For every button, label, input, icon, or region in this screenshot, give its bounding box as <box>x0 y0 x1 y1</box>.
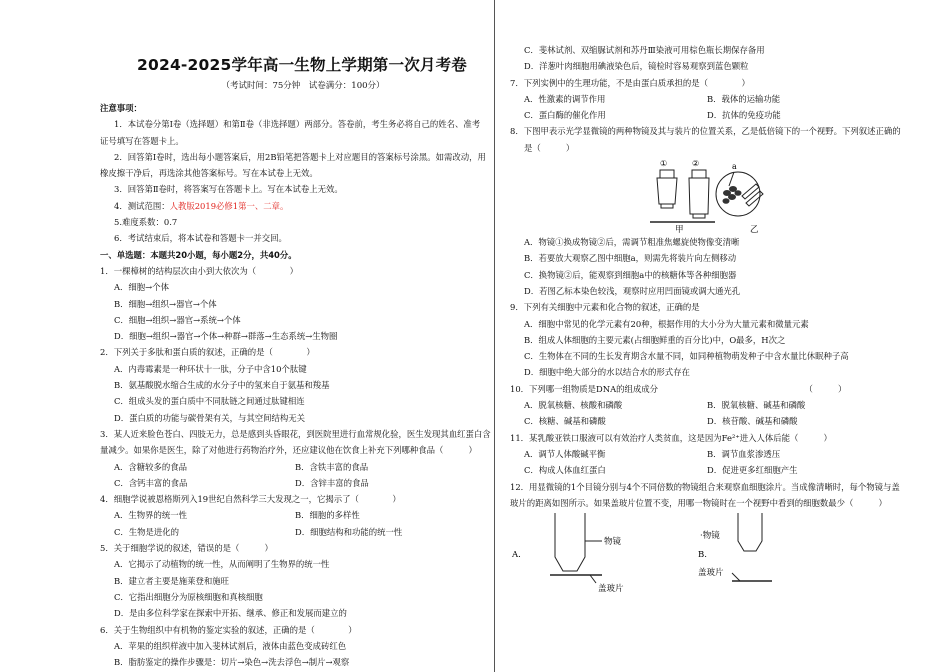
answer-option: B．含铁丰富的食品 <box>295 461 369 472</box>
answer-option: D．抗体的免疫功能 <box>707 110 781 121</box>
notice-line: 6．考试结束后，将本试卷和答题卡一并交回。 <box>114 233 287 244</box>
cover-b-pointer <box>732 573 740 581</box>
notice-line: 证号填写在答题卡上。 <box>100 135 184 146</box>
answer-option: D．细胞中绝大部分的水以结合水的形式存在 <box>524 367 690 378</box>
question-stem: 12．用显微镜的1个目镜分别与4个不同倍数的物镜组合来观察血细胞涂片。当成像清晰时，每个物镜与盖 <box>510 481 900 492</box>
answer-option: C．蛋白酶的催化作用 <box>524 110 606 121</box>
question-stem: 2．下列关于多肽和蛋白质的叙述，正确的是（ ） <box>100 347 315 358</box>
notice-line <box>100 198 476 214</box>
exam-subtitle: （考试时间：75分钟 试卷满分：100分） <box>221 81 385 91</box>
option-b-label: B. <box>698 550 707 561</box>
section-heading: 一、单选题：本题共20小题，每小题2分，共40分。 <box>100 249 297 260</box>
answer-option: D．促进更多红细胞产生 <box>707 465 798 476</box>
question-stem: 1．一棵樟树的结构层次由小到大依次为（ ） <box>100 265 298 276</box>
question-stem: 4．细胞学说被恩格斯列入19世纪自然科学三大发现之一，它揭示了（ ） <box>100 494 401 505</box>
answer-option: D．细胞结构和功能的统一性 <box>295 526 403 537</box>
label-objective-2: ② <box>692 159 700 169</box>
notice-line: 3．回答第Ⅱ卷时，将答案写在答题卡上。写在本试卷上无效。 <box>114 184 343 195</box>
answer-option: B．氨基酸脱水缩合生成的水分子中的氢来自于氨基和羧基 <box>114 380 330 391</box>
option-row <box>510 462 890 478</box>
answer-option: C．斐林试剂、双缩脲试剂和苏丹Ⅲ染液可用棕色瓶长期保存备用 <box>524 45 765 55</box>
answer-option: C．它指出细胞分为原核细胞和真核细胞 <box>114 591 263 602</box>
answer-option: B．脱氧核糖、碱基和磷酸 <box>707 400 806 411</box>
objective-a-body <box>555 513 585 571</box>
objective-distance-figure <box>510 511 890 595</box>
question-stem: 是（ ） <box>524 142 575 153</box>
answer-option: D．是由多位科学家在探索中开拓、继承、修正和发展而建立的 <box>114 608 347 619</box>
answer-option: B．脂肪鉴定的操作步骤是：切片→染色→洗去浮色→制片→观察 <box>114 657 350 668</box>
option-row <box>100 524 476 540</box>
option-row <box>100 475 476 491</box>
answer-option: A．调节人体酸碱平衡 <box>524 448 606 459</box>
cover-glass-a-label: 盖玻片 <box>598 584 624 595</box>
objective-a-label: 物镜 <box>604 537 622 548</box>
option-row <box>510 397 890 413</box>
answer-option: A．细胞中常见的化学元素有20种，根据作用的大小分为大量元素和微量元素 <box>524 318 809 329</box>
answer-option: A．内毒霉素是一种环状十一肽，分子中含10个肽键 <box>114 363 307 374</box>
question-stem: 玻片的距离如图所示。如果盖玻片位置不变，用哪一物镜时在一个视野中看到的细胞数最少（ ） <box>510 497 887 508</box>
cover-a-pointer <box>590 575 596 583</box>
answer-option: B．细胞→组织→器官→个体 <box>114 298 217 309</box>
question-stem: 9．下列有关细胞中元素和化合物的叙述，正确的是 <box>510 302 700 313</box>
question-stem: 6．关于生物组织中有机物的鉴定实验的叙述，正确的是（ ） <box>100 624 357 635</box>
notice-line: 2．回答第Ⅰ卷时，选出每小题答案后，用2B铅笔把答题卡上对应题目的答案标号涂黑。如需改动，用 <box>114 151 486 162</box>
answer-option: B．细胞的多样性 <box>295 510 360 521</box>
answer-option: B．调节血浆渗透压 <box>707 448 781 459</box>
question-stem: 3．某人近来脸色苍白、四肢无力，总是感到头昏眼花，到医院里进行血常规化验，医生发现其血红蛋白含 <box>100 428 491 439</box>
option-row <box>100 507 476 523</box>
question-stem: 5．关于细胞学说的叙述，错误的是（ ） <box>100 543 273 554</box>
notice-line: 橡皮擦干净后，再选涂其他答案标号。写在本试卷上无效。 <box>100 168 318 179</box>
option-row <box>100 459 476 475</box>
answer-option: C．换物镜②后，能观察到细胞a中的核糖体等各种细胞器 <box>524 269 737 280</box>
answer-option: C．组成头发的蛋白质中不同肽链之间通过肽键相连 <box>114 396 305 407</box>
answer-option: B．若要放大观察乙图中细胞a，则需先将装片向左侧移动 <box>524 253 737 264</box>
notice-line: 5.难度系数：0.7 <box>114 217 178 228</box>
answer-option: A．苹果的组织样液中加入斐林试剂后，液体由蓝色变成砖红色 <box>114 640 347 651</box>
answer-option: C．生物体在不同的生长发育期含水量不同，如同种植物萌发种子中含水量比休眠种子高 <box>524 351 849 362</box>
answer-option: A．它揭示了动植物的统一性，从而阐明了生物界的统一性 <box>114 559 330 570</box>
answer-option: C．生物是进化的 <box>114 526 180 537</box>
objective-distance-diagram <box>510 511 890 595</box>
answer-option: C．细胞→组织→器官→系统→个体 <box>114 314 241 325</box>
notice-scope-label: 4．测试范围： <box>114 200 170 211</box>
microscope-diagram <box>510 156 890 234</box>
objective-1-top <box>660 170 674 178</box>
answer-option: D．洋葱叶肉细胞用碘液染色后，镜检时容易观察到蓝色颗粒 <box>524 61 749 72</box>
objective-b-body <box>738 513 762 551</box>
label-figure-jia: 甲 <box>675 225 684 235</box>
answer-option: B．载体的运输功能 <box>707 93 781 104</box>
answer-option: C．含钙丰富的食品 <box>114 477 188 488</box>
objective-2-top <box>692 170 706 178</box>
objective-1-lens <box>661 204 673 208</box>
microscope-figure <box>510 156 890 234</box>
option-row <box>510 91 890 107</box>
question-stem: 10．下列哪一组物质是DNA的组成成分 （ ） <box>510 383 847 394</box>
answer-option: A．生物界的统一性 <box>114 510 188 521</box>
exam-title: 2024-2025学年高一生物上学期第一次月考卷 <box>136 56 467 74</box>
notice-heading: 注意事项： <box>100 103 142 113</box>
notice-line: 1．本试卷分第Ⅰ卷（选择题）和第Ⅱ卷（非选择题）两部分。答卷前，考生务必将自己的姓名、准考 <box>114 119 481 130</box>
answer-option: A．含糖较多的食品 <box>114 461 188 472</box>
answer-option: C．构成人体血红蛋白 <box>524 465 606 476</box>
column-divider <box>494 0 495 672</box>
answer-option: D．若图乙标本染色较浅，观察时应用凹面镜或调大通光孔 <box>524 285 741 296</box>
answer-option: D．蛋白质的功能与碳骨架有关，与其空间结构无关 <box>114 412 305 423</box>
objective-b-label: ·物镜 <box>700 531 720 542</box>
answer-option: D．含锌丰富的食品 <box>295 477 369 488</box>
question-stem: 7．下列实例中的生理功能，不是由蛋白质承担的是（ ） <box>510 77 750 88</box>
cells-cluster <box>723 186 742 204</box>
label-objective-1: ① <box>660 159 668 169</box>
answer-option: A．性激素的调节作用 <box>524 93 606 104</box>
answer-option: D．核苷酸、碱基和磷酸 <box>707 416 798 427</box>
answer-option: B．建立者主要是施莱登和施旺 <box>114 575 230 586</box>
answer-option: A．细胞→个体 <box>114 282 169 293</box>
cover-glass-b-label: 盖玻片 <box>698 568 724 579</box>
option-a-label: A. <box>512 550 521 561</box>
answer-option: A．物镜①换成物镜②后，需调节粗准焦螺旋使物像变清晰 <box>524 237 740 248</box>
label-cell-a: a <box>732 162 737 172</box>
answer-option: C．核糖、碱基和磷酸 <box>524 416 606 427</box>
label-figure-yi: 乙 <box>750 225 759 235</box>
option-row <box>510 446 890 462</box>
objective-2-body <box>689 178 709 214</box>
answer-option: D．细胞→组织→器官→个体→种群→群落→生态系统→生物圈 <box>114 331 338 342</box>
left-column <box>100 44 491 670</box>
question-stem: 8．下图甲表示光学显微镜的两种物镜及其与装片的位置关系，乙是低倍镜下的一个视野。下列叙述正确的 <box>510 126 901 137</box>
option-row <box>510 107 890 123</box>
question-stem: 11．某乳酸亚铁口服液可以有效治疗人类贫血，这是因为Fe²⁺进入人体后能（ ） <box>510 432 832 443</box>
answer-option: A．脱氧核糖、核酸和磷酸 <box>524 400 623 411</box>
objective-2-lens <box>693 214 705 218</box>
right-column <box>510 42 901 595</box>
option-row <box>510 413 890 429</box>
objective-1-body <box>657 178 677 204</box>
answer-option: B．组成人体细胞的主要元素(占细胞鲜重的百分比)中，O最多，H次之 <box>524 334 786 345</box>
notice-scope-value: 人教版2019必修1第一、二章。 <box>169 200 289 211</box>
question-stem: 量减少。如果你是医生，除了对他进行药物治疗外，还应建议他在饮食上补充下列哪种食品（ ） <box>100 445 477 456</box>
